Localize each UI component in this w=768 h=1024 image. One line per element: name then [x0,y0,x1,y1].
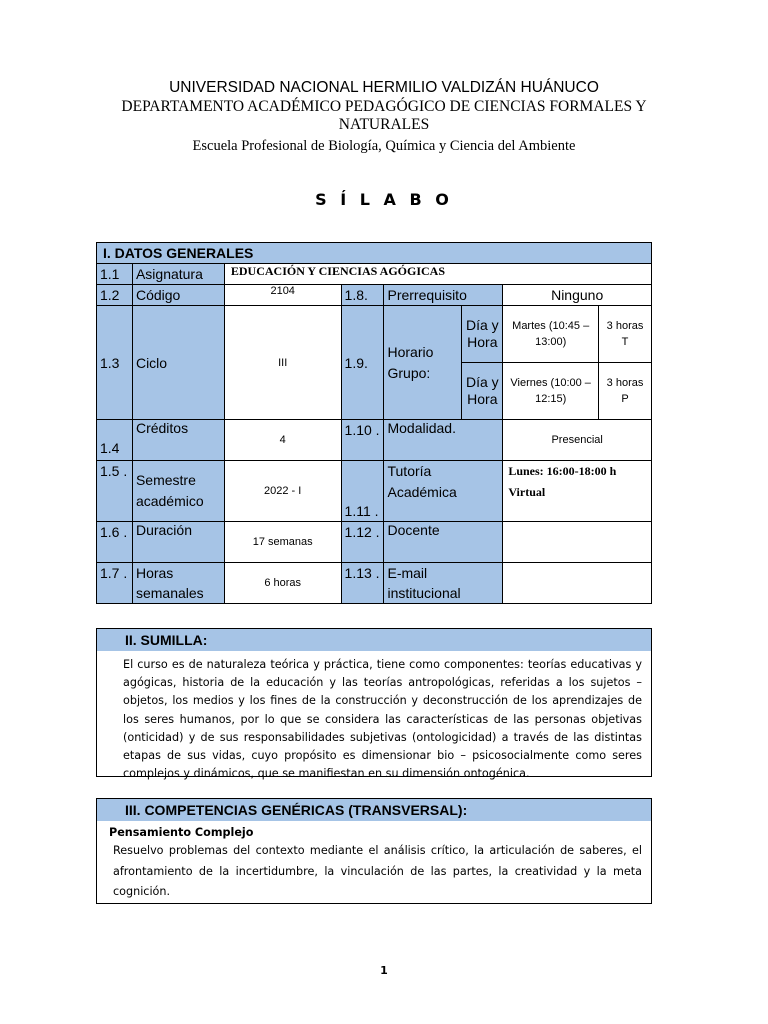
row-label: Semestre académico [132,461,224,522]
horario-time: Martes (10:45 – 13:00) [503,306,599,363]
row-label: Asignatura [132,264,224,285]
sumilla-header [96,628,652,652]
sumilla-text: El curso es de naturaleza teórica y práctica, tiene como componentes: teorías educativas y agógicas, historia de la educación y las teorías antropológicas, referidas a los sujetos – objetos, los medios y los fines de la construcción y deconstrucción de los aprendizajes de los seres humanos, por lo que se considera las características de las personas objetivas (onticidad) y de sus responsabilidades subjetivas (ontologicidad) a través de las distintas etapas de sus vidas, cuyo propósito es dimensionar bio – psicosocialmente como seres complejos y dinámicos, que se manifiestan en su dimensión ontogénica. [123,658,642,781]
row-num: 1.8. [341,285,384,306]
row-label: E-mail institucional [384,563,503,604]
row-num: 1.4 [97,420,133,461]
row-label: Duración [132,522,224,563]
page-number: 1 [380,964,388,977]
sumilla-body [96,651,652,781]
prerrequisito-value: Ninguno [503,285,652,306]
dia-hora-label: Día y Hora [462,306,503,363]
row-num: 1.13 . [341,563,384,604]
row-num: 1.12 . [341,522,384,563]
row-label: Ciclo [132,306,224,420]
duracion-value: 17 semanas [224,522,341,563]
row-num: 1.1 [97,264,133,285]
row-label: Horas semanales [132,563,224,604]
semestre-value: 2022 - I [224,461,341,522]
email-value [503,563,652,604]
row-num: 1.7 . [97,563,133,604]
row-label: Créditos [132,420,224,461]
school-name: Escuela Profesional de Biología, Química y Ciencia del Ambiente [192,138,576,154]
row-num: 1.3 [97,306,133,420]
tutoria-schedule: Lunes: 16:00-18:00 h [508,464,617,478]
horario-time: Viernes (10:00 – 12:15) [503,363,599,420]
datos-generales-table [96,242,652,604]
ciclo-value: III [224,306,341,420]
tutoria-value [503,461,652,522]
row-num: 1.9. [341,306,384,420]
row-num: 1.11 . [341,461,384,522]
competencias-header [96,798,652,822]
docente-value [503,522,652,563]
dia-hora-label: Día y Hora [462,363,503,420]
codigo-value: 2104 [224,285,341,306]
row-label: Prerrequisito [384,285,503,306]
row-num: 1.2 [97,285,133,306]
row-num: 1.10 . [341,420,384,461]
competencias-subtitle: Pensamiento Complejo [109,826,254,839]
row-label: Docente [384,522,503,563]
modalidad-value: Presencial [503,420,652,461]
horas-value: 6 horas [224,563,341,604]
row-label: Tutoría Académica [384,461,503,522]
department-name: DEPARTAMENTO ACADÉMICO PEDAGÓGICO DE CIENCIAS FORMALES Y NATURALES [121,98,647,133]
creditos-value: 4 [224,420,341,461]
row-label: Horario Grupo: [384,306,462,420]
row-label: Código [132,285,224,306]
document-title: S Í L A B O [315,190,453,209]
tutoria-mode: Virtual [508,485,546,499]
row-num: 1.5 . [97,461,133,522]
competencias-body [96,821,652,904]
datos-generales-title: I. DATOS GENERALES [97,243,652,264]
row-num: 1.6 . [97,522,133,563]
asignatura-value: EDUCACIÓN Y CIENCIAS AGÓGICAS [224,264,651,285]
sumilla-title: II. SUMILLA: [125,632,208,648]
horario-hours: 3 horas P [599,363,652,420]
university-name: UNIVERSIDAD NACIONAL HERMILIO VALDIZÁN HUÁNUCO [169,79,599,96]
competencias-text: Resuelvo problemas del contexto mediante el análisis crítico, la articulación de saberes, el afrontamiento de la incertidumbre, la vinculación de las partes, la creatividad y la meta cognición. [113,844,642,898]
row-label: Modalidad. [384,420,503,461]
competencias-title: III. COMPETENCIAS GENÉRICAS (TRANSVERSAL): [125,802,468,818]
horario-hours: 3 horas T [599,306,652,363]
